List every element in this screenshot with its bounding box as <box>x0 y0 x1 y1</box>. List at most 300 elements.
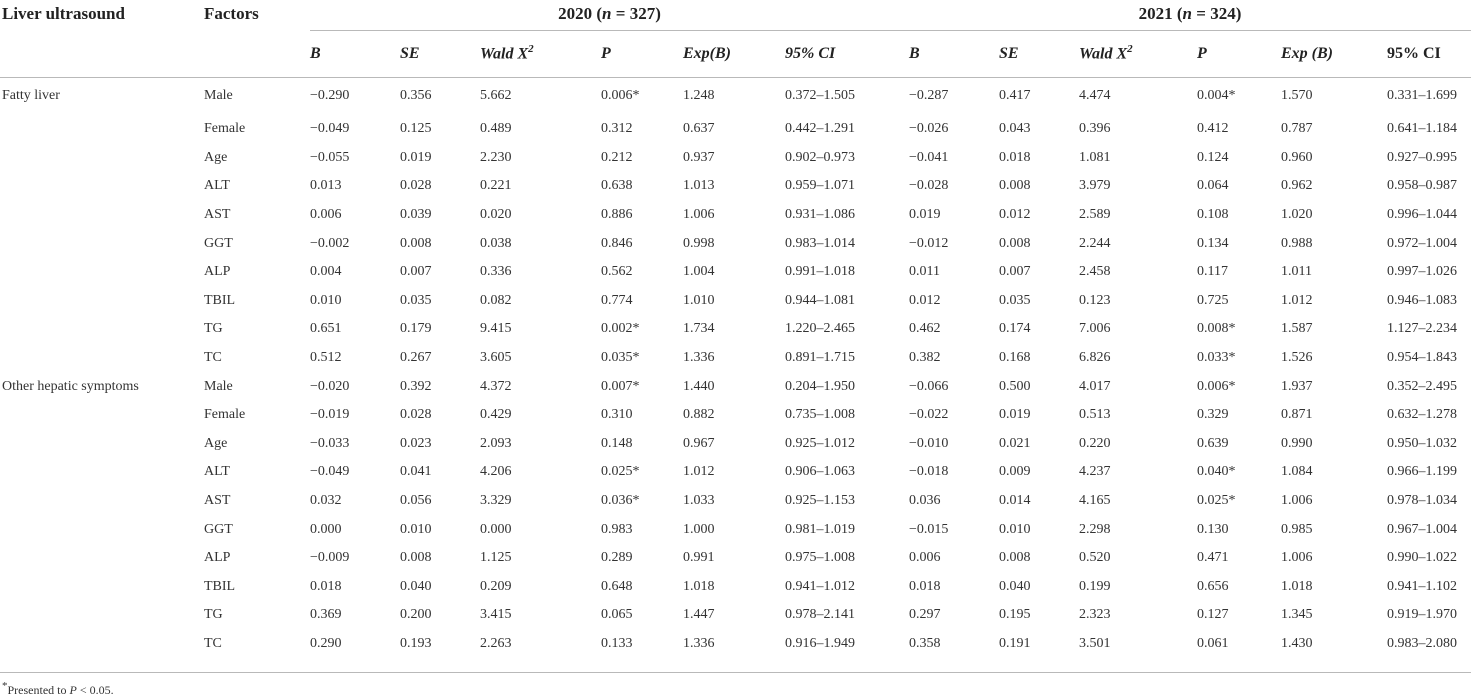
subheader-b-2020: B <box>310 30 400 77</box>
cell-p-2021: 0.134 <box>1197 235 1229 251</box>
factor-cell: AST <box>204 493 231 509</box>
cell-b-2021: 0.297 <box>909 607 941 623</box>
cell-se-2020: 0.125 <box>400 121 432 137</box>
cell-wald-2021: 3.979 <box>1079 178 1111 194</box>
factor-cell: AST <box>204 207 231 223</box>
subheader-expb-2021: Exp (B) <box>1281 30 1387 77</box>
cell-ci-2020: 0.931–1.086 <box>785 207 855 223</box>
cell-ci-2020: 0.944–1.081 <box>785 292 855 308</box>
cell-wald-2021: 6.826 <box>1079 350 1111 366</box>
table-body <box>0 77 1471 658</box>
cell-ci-2021: 0.978–1.034 <box>1387 493 1457 509</box>
cell-se-2020: 0.056 <box>400 493 432 509</box>
cell-b-2021: 0.006 <box>909 550 941 566</box>
table-row <box>0 115 1471 144</box>
factor-cell: Male <box>204 378 233 394</box>
cell-b-2021: 0.462 <box>909 321 941 337</box>
group-label: Fatty liver <box>0 77 204 115</box>
cell-ci-2020: 0.941–1.012 <box>785 578 855 594</box>
cell-ci-2021: 0.941–1.102 <box>1387 578 1457 594</box>
cell-b-2020: −0.020 <box>310 378 350 394</box>
cell-expb-2020: 1.010 <box>683 292 715 308</box>
cell-ci-2020: 0.372–1.505 <box>785 77 909 115</box>
cell-se-2021: 0.008 <box>999 235 1031 251</box>
cell-ci-2021: 0.331–1.699 <box>1387 77 1471 115</box>
subheader-ci-2020: 95% CI <box>785 30 909 77</box>
cell-p-2021: 0.064 <box>1197 178 1229 194</box>
cell-ci-2020: 0.975–1.008 <box>785 550 855 566</box>
cell-se-2020: 0.028 <box>400 407 432 423</box>
cell-b-2021: −0.022 <box>909 407 949 423</box>
cell-se-2021: 0.191 <box>999 635 1031 651</box>
factor-cell: TBIL <box>204 578 236 594</box>
cell-p-2020: 0.648 <box>601 578 633 594</box>
cell-expb-2020: 0.937 <box>683 149 715 165</box>
cell-p-2020: 0.312 <box>601 121 633 137</box>
table-row <box>0 601 1471 630</box>
cell-wald-2020: 0.020 <box>480 207 512 223</box>
cell-p-2021: 0.040* <box>1197 464 1236 480</box>
cell-se-2021: 0.008 <box>999 178 1031 194</box>
cell-p-2021: 0.329 <box>1197 407 1229 423</box>
cell-p-2020: 0.035* <box>601 350 640 366</box>
cell-ci-2020: 0.978–2.141 <box>785 607 855 623</box>
group-label-empty <box>0 544 204 573</box>
cell-expb-2020: 1.734 <box>683 321 715 337</box>
cell-expb-2021: 1.084 <box>1281 464 1313 480</box>
cell-ci-2020: 0.916–1.949 <box>785 635 855 651</box>
cell-expb-2020: 1.336 <box>683 350 715 366</box>
cell-wald-2021: 2.298 <box>1079 521 1111 537</box>
cell-expb-2020: 1.012 <box>683 464 715 480</box>
table-row <box>0 401 1471 430</box>
cell-ci-2021: 0.352–2.495 <box>1387 378 1457 394</box>
cell-wald-2021: 0.123 <box>1079 292 1111 308</box>
cell-ci-2021: 0.919–1.970 <box>1387 607 1457 623</box>
cell-p-2020: 0.212 <box>601 149 633 165</box>
cell-p-2021: 0.656 <box>1197 578 1229 594</box>
factor-cell: ALP <box>204 264 231 280</box>
cell-se-2020: 0.023 <box>400 435 432 451</box>
cell-p-2021: 0.006* <box>1197 378 1236 394</box>
cell-expb-2021: 1.018 <box>1281 578 1313 594</box>
cell-expb-2021: 1.570 <box>1281 77 1387 115</box>
table-row <box>0 630 1471 659</box>
cell-se-2020: 0.041 <box>400 464 432 480</box>
cell-ci-2021: 0.996–1.044 <box>1387 207 1457 223</box>
cell-ci-2020: 0.925–1.012 <box>785 435 855 451</box>
cell-expb-2020: 1.018 <box>683 578 715 594</box>
cell-se-2021: 0.417 <box>999 77 1079 115</box>
cell-expb-2021: 1.526 <box>1281 350 1313 366</box>
group-label-empty <box>0 515 204 544</box>
cell-wald-2020: 3.329 <box>480 493 512 509</box>
cell-expb-2021: 0.985 <box>1281 521 1313 537</box>
subheader-se-2020: SE <box>400 30 480 77</box>
cell-b-2021: −0.012 <box>909 235 949 251</box>
cell-b-2021: −0.066 <box>909 378 949 394</box>
cell-p-2020: 0.289 <box>601 550 633 566</box>
cell-p-2020: 0.310 <box>601 407 633 423</box>
group-label-empty <box>0 172 204 201</box>
group-label-empty <box>0 573 204 602</box>
cell-expb-2020: 0.967 <box>683 435 715 451</box>
cell-wald-2020: 2.093 <box>480 435 512 451</box>
cell-expb-2021: 1.012 <box>1281 292 1313 308</box>
cell-expb-2020: 1.447 <box>683 607 715 623</box>
group-label-empty <box>0 430 204 459</box>
cell-b-2020: −0.049 <box>310 121 350 137</box>
cell-b-2020: −0.290 <box>310 77 400 115</box>
group-label: Other hepatic symptoms <box>2 378 139 394</box>
subheader-wald-2020: Wald $X^2$ <box>480 30 601 77</box>
group-label-empty <box>0 144 204 173</box>
cell-p-2020: 0.983 <box>601 521 633 537</box>
cell-se-2020: 0.039 <box>400 207 432 223</box>
group-label-empty <box>0 115 204 144</box>
cell-expb-2020: 1.006 <box>683 207 715 223</box>
cell-se-2020: 0.356 <box>400 77 480 115</box>
cell-expb-2020: 1.033 <box>683 493 715 509</box>
cell-b-2021: 0.382 <box>909 350 941 366</box>
group-label-empty <box>0 315 204 344</box>
cell-p-2020: 0.846 <box>601 235 633 251</box>
cell-se-2020: 0.010 <box>400 521 432 537</box>
subheader-expb-2020: Exp(B) <box>683 30 785 77</box>
cell-expb-2021: 1.345 <box>1281 607 1313 623</box>
factor-cell: Age <box>204 435 228 451</box>
cell-p-2021: 0.127 <box>1197 607 1229 623</box>
cell-se-2021: 0.007 <box>999 264 1031 280</box>
cell-expb-2021: 0.988 <box>1281 235 1313 251</box>
cell-p-2021: 0.061 <box>1197 635 1229 651</box>
cell-se-2020: 0.193 <box>400 635 432 651</box>
cell-p-2021: 0.008* <box>1197 321 1236 337</box>
cell-b-2020: 0.000 <box>310 521 342 537</box>
cell-p-2021: 0.108 <box>1197 207 1229 223</box>
cell-ci-2021: 0.946–1.083 <box>1387 292 1457 308</box>
cell-wald-2021: 0.520 <box>1079 550 1111 566</box>
cell-ci-2021: 1.127–2.234 <box>1387 321 1457 337</box>
cell-p-2021: 0.033* <box>1197 350 1236 366</box>
footnote-divider <box>0 672 1471 673</box>
cell-se-2020: 0.008 <box>400 550 432 566</box>
cell-wald-2020: 5.662 <box>480 77 601 115</box>
cell-wald-2020: 3.605 <box>480 350 512 366</box>
cell-se-2020: 0.040 <box>400 578 432 594</box>
cell-ci-2020: 0.981–1.019 <box>785 521 855 537</box>
cell-p-2021: 0.004* <box>1197 77 1281 115</box>
cell-se-2021: 0.008 <box>999 550 1031 566</box>
factor-cell: GGT <box>204 235 233 251</box>
group-label-empty <box>0 258 204 287</box>
cell-b-2020: 0.651 <box>310 321 342 337</box>
cell-wald-2020: 3.415 <box>480 607 512 623</box>
cell-se-2021: 0.009 <box>999 464 1031 480</box>
cell-se-2020: 0.019 <box>400 149 432 165</box>
cell-ci-2020: 0.891–1.715 <box>785 350 855 366</box>
cell-se-2021: 0.195 <box>999 607 1031 623</box>
cell-se-2020: 0.200 <box>400 607 432 623</box>
cell-b-2021: 0.019 <box>909 207 941 223</box>
factor-cell: ALP <box>204 550 231 566</box>
cell-se-2021: 0.040 <box>999 578 1031 594</box>
table-row <box>0 430 1471 459</box>
cell-se-2020: 0.028 <box>400 178 432 194</box>
table-row <box>0 344 1471 373</box>
factor-cell: TG <box>204 607 223 623</box>
cell-wald-2021: 1.081 <box>1079 149 1111 165</box>
cell-wald-2021: 2.323 <box>1079 607 1111 623</box>
cell-se-2021: 0.174 <box>999 321 1031 337</box>
cell-ci-2021: 0.967–1.004 <box>1387 521 1457 537</box>
factor-cell: Age <box>204 149 228 165</box>
cell-b-2020: −0.055 <box>310 149 350 165</box>
column-header-factors: Factors <box>204 0 310 77</box>
footnote: *Presented to P < 0.05. <box>2 680 114 697</box>
cell-b-2020: 0.013 <box>310 178 342 194</box>
cell-expb-2021: 1.587 <box>1281 321 1313 337</box>
table-row <box>0 372 1471 401</box>
cell-wald-2020: 0.082 <box>480 292 512 308</box>
cell-ci-2021: 0.632–1.278 <box>1387 407 1457 423</box>
cell-se-2021: 0.043 <box>999 121 1031 137</box>
cell-b-2020: 0.010 <box>310 292 342 308</box>
cell-p-2020: 0.065 <box>601 607 633 623</box>
cell-expb-2021: 1.011 <box>1281 264 1312 280</box>
column-header-liver-ultrasound: Liver ultrasound <box>0 0 204 77</box>
cell-wald-2020: 0.209 <box>480 578 512 594</box>
cell-expb-2020: 1.000 <box>683 521 715 537</box>
cell-ci-2020: 0.442–1.291 <box>785 121 855 137</box>
group-label-empty <box>0 344 204 373</box>
cell-p-2020: 0.007* <box>601 378 640 394</box>
cell-b-2020: −0.049 <box>310 464 350 480</box>
cell-ci-2020: 0.735–1.008 <box>785 407 855 423</box>
cell-ci-2020: 0.925–1.153 <box>785 493 855 509</box>
cell-expb-2021: 0.871 <box>1281 407 1313 423</box>
cell-b-2020: 0.369 <box>310 607 342 623</box>
cell-wald-2020: 0.489 <box>480 121 512 137</box>
cell-ci-2020: 0.204–1.950 <box>785 378 855 394</box>
cell-wald-2021: 4.237 <box>1079 464 1111 480</box>
cell-expb-2021: 1.430 <box>1281 635 1313 651</box>
cell-wald-2021: 7.006 <box>1079 321 1111 337</box>
header-year-2020: 2020 (n = 327) <box>310 0 909 30</box>
cell-expb-2020: 1.004 <box>683 264 715 280</box>
table-row <box>0 458 1471 487</box>
table-row <box>0 258 1471 287</box>
group-label-empty <box>0 401 204 430</box>
factor-cell: TG <box>204 321 223 337</box>
factor-cell: Female <box>204 407 246 423</box>
cell-wald-2021: 3.501 <box>1079 635 1111 651</box>
cell-se-2021: 0.021 <box>999 435 1031 451</box>
cell-expb-2020: 0.637 <box>683 121 715 137</box>
cell-expb-2020: 0.882 <box>683 407 715 423</box>
cell-se-2021: 0.168 <box>999 350 1031 366</box>
cell-expb-2020: 0.991 <box>683 550 715 566</box>
cell-wald-2021: 0.513 <box>1079 407 1111 423</box>
group-label-empty <box>0 201 204 230</box>
cell-wald-2020: 2.263 <box>480 635 512 651</box>
cell-ci-2021: 0.950–1.032 <box>1387 435 1457 451</box>
subheader-p-2020: P <box>601 30 683 77</box>
cell-wald-2020: 4.206 <box>480 464 512 480</box>
cell-p-2021: 0.117 <box>1197 264 1228 280</box>
table-row <box>0 229 1471 258</box>
cell-wald-2021: 0.199 <box>1079 578 1111 594</box>
group-label-empty <box>0 458 204 487</box>
cell-p-2020: 0.562 <box>601 264 633 280</box>
cell-wald-2020: 1.125 <box>480 550 512 566</box>
cell-b-2020: 0.018 <box>310 578 342 594</box>
cell-se-2021: 0.012 <box>999 207 1031 223</box>
cell-expb-2021: 1.006 <box>1281 493 1313 509</box>
cell-se-2021: 0.500 <box>999 378 1031 394</box>
cell-expb-2021: 1.937 <box>1281 378 1313 394</box>
cell-se-2020: 0.179 <box>400 321 432 337</box>
cell-p-2020: 0.006* <box>601 77 683 115</box>
cell-wald-2020: 9.415 <box>480 321 512 337</box>
cell-p-2021: 0.725 <box>1197 292 1229 308</box>
cell-b-2020: 0.290 <box>310 635 342 651</box>
cell-wald-2020: 0.038 <box>480 235 512 251</box>
cell-wald-2020: 2.230 <box>480 149 512 165</box>
cell-p-2020: 0.638 <box>601 178 633 194</box>
cell-ci-2020: 0.959–1.071 <box>785 178 855 194</box>
cell-ci-2021: 0.972–1.004 <box>1387 235 1457 251</box>
cell-se-2021: 0.014 <box>999 493 1031 509</box>
cell-b-2020: −0.033 <box>310 435 350 451</box>
cell-expb-2021: 1.006 <box>1281 550 1313 566</box>
factor-cell: Female <box>204 121 246 137</box>
cell-se-2021: 0.010 <box>999 521 1031 537</box>
table-row <box>0 144 1471 173</box>
cell-b-2021: −0.026 <box>909 121 949 137</box>
cell-wald-2020: 0.429 <box>480 407 512 423</box>
cell-wald-2020: 0.000 <box>480 521 512 537</box>
factor-cell: TBIL <box>204 292 236 308</box>
cell-wald-2020: 0.221 <box>480 178 512 194</box>
cell-p-2021: 0.025* <box>1197 493 1236 509</box>
cell-wald-2021: 2.458 <box>1079 264 1111 280</box>
factor-cell: Male <box>204 77 310 115</box>
table-row <box>0 201 1471 230</box>
group-label-empty <box>0 487 204 516</box>
cell-b-2020: 0.006 <box>310 207 342 223</box>
cell-ci-2021: 0.954–1.843 <box>1387 350 1457 366</box>
cell-b-2021: −0.028 <box>909 178 949 194</box>
cell-ci-2021: 0.641–1.184 <box>1387 121 1457 137</box>
cell-p-2020: 0.002* <box>601 321 640 337</box>
group-label-empty <box>0 287 204 316</box>
cell-se-2021: 0.035 <box>999 292 1031 308</box>
cell-wald-2020: 0.336 <box>480 264 512 280</box>
table-row <box>0 287 1471 316</box>
cell-p-2021: 0.471 <box>1197 550 1229 566</box>
cell-ci-2020: 0.991–1.018 <box>785 264 855 280</box>
cell-wald-2021: 4.165 <box>1079 493 1111 509</box>
cell-b-2020: 0.032 <box>310 493 342 509</box>
cell-se-2020: 0.007 <box>400 264 432 280</box>
cell-ci-2020: 1.220–2.465 <box>785 321 855 337</box>
cell-b-2021: 0.011 <box>909 264 940 280</box>
cell-b-2021: 0.018 <box>909 578 941 594</box>
cell-p-2021: 0.412 <box>1197 121 1229 137</box>
cell-wald-2021: 0.220 <box>1079 435 1111 451</box>
table-row <box>0 515 1471 544</box>
subheader-wald-2021: Wald $X^2$ <box>1079 30 1197 77</box>
cell-ci-2020: 0.983–1.014 <box>785 235 855 251</box>
group-label-empty <box>0 229 204 258</box>
group-label-empty <box>0 601 204 630</box>
table-row <box>0 487 1471 516</box>
cell-expb-2021: 0.787 <box>1281 121 1313 137</box>
cell-b-2020: −0.009 <box>310 550 350 566</box>
cell-ci-2021: 0.990–1.022 <box>1387 550 1457 566</box>
cell-b-2021: −0.041 <box>909 149 949 165</box>
cell-p-2020: 0.133 <box>601 635 633 651</box>
cell-wald-2021: 0.396 <box>1079 121 1111 137</box>
cell-b-2021: 0.012 <box>909 292 941 308</box>
cell-ci-2021: 0.966–1.199 <box>1387 464 1457 480</box>
table-row <box>0 573 1471 602</box>
factor-cell: TC <box>204 635 222 651</box>
cell-expb-2020: 0.998 <box>683 235 715 251</box>
subheader-ci-2021: 95% CI <box>1387 30 1471 77</box>
cell-ci-2020: 0.902–0.973 <box>785 149 855 165</box>
cell-b-2020: 0.004 <box>310 264 342 280</box>
cell-b-2021: 0.358 <box>909 635 941 651</box>
header-year-2021: 2021 (n = 324) <box>909 0 1471 30</box>
subheader-b-2021: B <box>909 30 999 77</box>
table-row <box>0 544 1471 573</box>
cell-expb-2021: 0.962 <box>1281 178 1313 194</box>
factor-cell: ALT <box>204 464 230 480</box>
cell-wald-2021: 2.244 <box>1079 235 1111 251</box>
cell-b-2020: 0.512 <box>310 350 342 366</box>
group-label-empty <box>0 630 204 659</box>
cell-expb-2020: 1.336 <box>683 635 715 651</box>
cell-expb-2021: 0.960 <box>1281 149 1313 165</box>
cell-expb-2021: 1.020 <box>1281 207 1313 223</box>
cell-wald-2021: 2.589 <box>1079 207 1111 223</box>
cell-b-2021: −0.287 <box>909 77 999 115</box>
cell-p-2020: 0.036* <box>601 493 640 509</box>
cell-ci-2020: 0.906–1.063 <box>785 464 855 480</box>
cell-expb-2021: 0.990 <box>1281 435 1313 451</box>
cell-wald-2021: 4.474 <box>1079 77 1197 115</box>
cell-expb-2020: 1.248 <box>683 77 785 115</box>
cell-p-2020: 0.774 <box>601 292 633 308</box>
subheader-p-2021: P <box>1197 30 1281 77</box>
cell-se-2020: 0.008 <box>400 235 432 251</box>
cell-b-2021: −0.015 <box>909 521 949 537</box>
cell-p-2020: 0.025* <box>601 464 640 480</box>
cell-wald-2021: 4.017 <box>1079 378 1111 394</box>
cell-b-2021: −0.010 <box>909 435 949 451</box>
factor-cell: TC <box>204 350 222 366</box>
cell-ci-2021: 0.997–1.026 <box>1387 264 1457 280</box>
cell-p-2020: 0.886 <box>601 207 633 223</box>
cell-p-2021: 0.639 <box>1197 435 1229 451</box>
cell-p-2020: 0.148 <box>601 435 633 451</box>
table-row <box>0 315 1471 344</box>
cell-ci-2021: 0.927–0.995 <box>1387 149 1457 165</box>
cell-se-2020: 0.267 <box>400 350 432 366</box>
cell-b-2020: −0.019 <box>310 407 350 423</box>
